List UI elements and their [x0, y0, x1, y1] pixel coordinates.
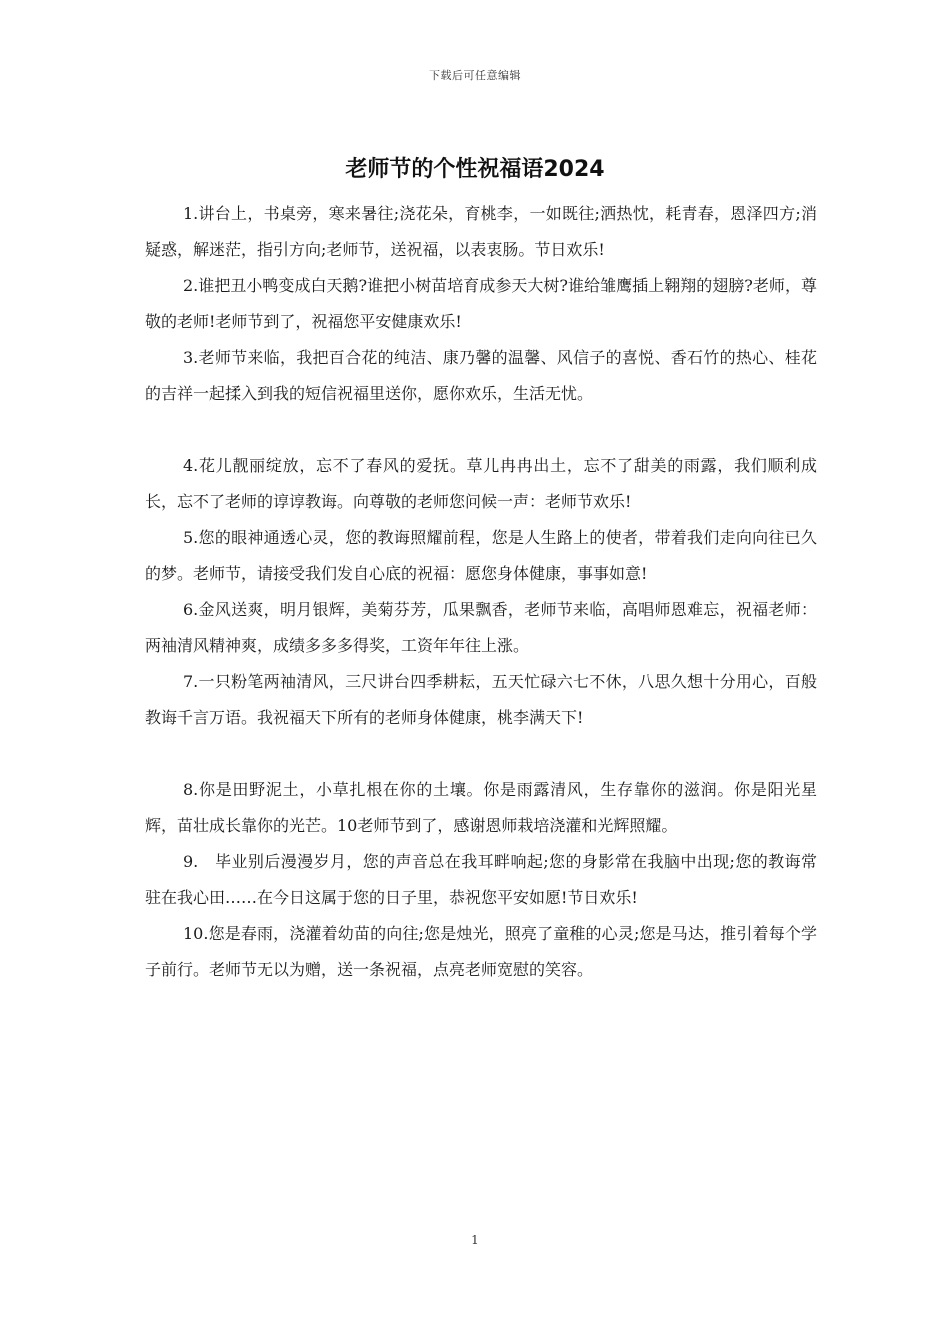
paragraph-2: 2.谁把丑小鸭变成白天鹅?谁把小树苗培育成参天大树?谁给雏鹰插上翱翔的翅膀?老师，尊敬的老师!老师节到了，祝福您平安健康欢乐! [145, 276, 817, 331]
paragraph-3: 3.老师节来临，我把百合花的纯洁、康乃馨的温馨、风信子的喜悦、香石竹的热心、桂花的吉祥一起揉入到我的短信祝福里送你，愿你欢乐，生活无忧。 [145, 348, 817, 403]
paragraph-5: 5.您的眼神通透心灵，您的教诲照耀前程，您是人生路上的使者，带着我们走向向往已久的梦。老师节，请接受我们发自心底的祝福：愿您身体健康，事事如意! [145, 528, 817, 583]
paragraph-7: 7.一只粉笔两袖清风，三尺讲台四季耕耘，五天忙碌六七不休，八思久想十分用心，百般教诲千言万语。我祝福天下所有的老师身体健康，桃李满天下! [145, 672, 817, 727]
paragraph-1: 1.讲台上，书桌旁，寒来暑往;浇花朵，育桃李，一如既往;洒热忱，耗青春，恩泽四方;消疑惑，解迷茫，指引方向;老师节，送祝福，以表衷肠。节日欢乐! [145, 204, 817, 259]
page-number: 1 [471, 1233, 479, 1247]
page-header-note: 下载后可任意编辑 [429, 69, 521, 82]
paragraph-6: 6.金风送爽，明月银辉，美菊芬芳，瓜果飘香，老师节来临，高唱师恩难忘，祝福老师：两袖清风精神爽，成绩多多多得奖，工资年年往上涨。 [145, 600, 817, 655]
document-body [145, 196, 817, 988]
paragraph-10: 10.您是春雨，浇灌着幼苗的向往;您是烛光，照亮了童稚的心灵;您是马达，推引着每个学子前行。老师节无以为赠，送一条祝福，点亮老师宽慰的笑容。 [145, 924, 817, 979]
paragraph-8: 8.你是田野泥土，小草扎根在你的土壤。你是雨露清风，生存靠你的滋润。你是阳光星辉，苗壮成长靠你的光芒。10老师节到了，感谢恩师栽培浇灌和光辉照耀。 [145, 780, 817, 835]
paragraph-4: 4.花儿靓丽绽放，忘不了春风的爱抚。草儿冉冉出土，忘不了甜美的雨露，我们顺利成长，忘不了老师的谆谆教诲。向尊敬的老师您问候一声：老师节欢乐! [145, 456, 817, 511]
paragraph-9: 9. 毕业别后漫漫岁月，您的声音总在我耳畔响起;您的身影常在我脑中出现;您的教诲常驻在我心田……在今日这属于您的日子里，恭祝您平安如愿!节日欢乐! [145, 852, 817, 907]
document-title: 老师节的个性祝福语2024 [345, 157, 605, 182]
